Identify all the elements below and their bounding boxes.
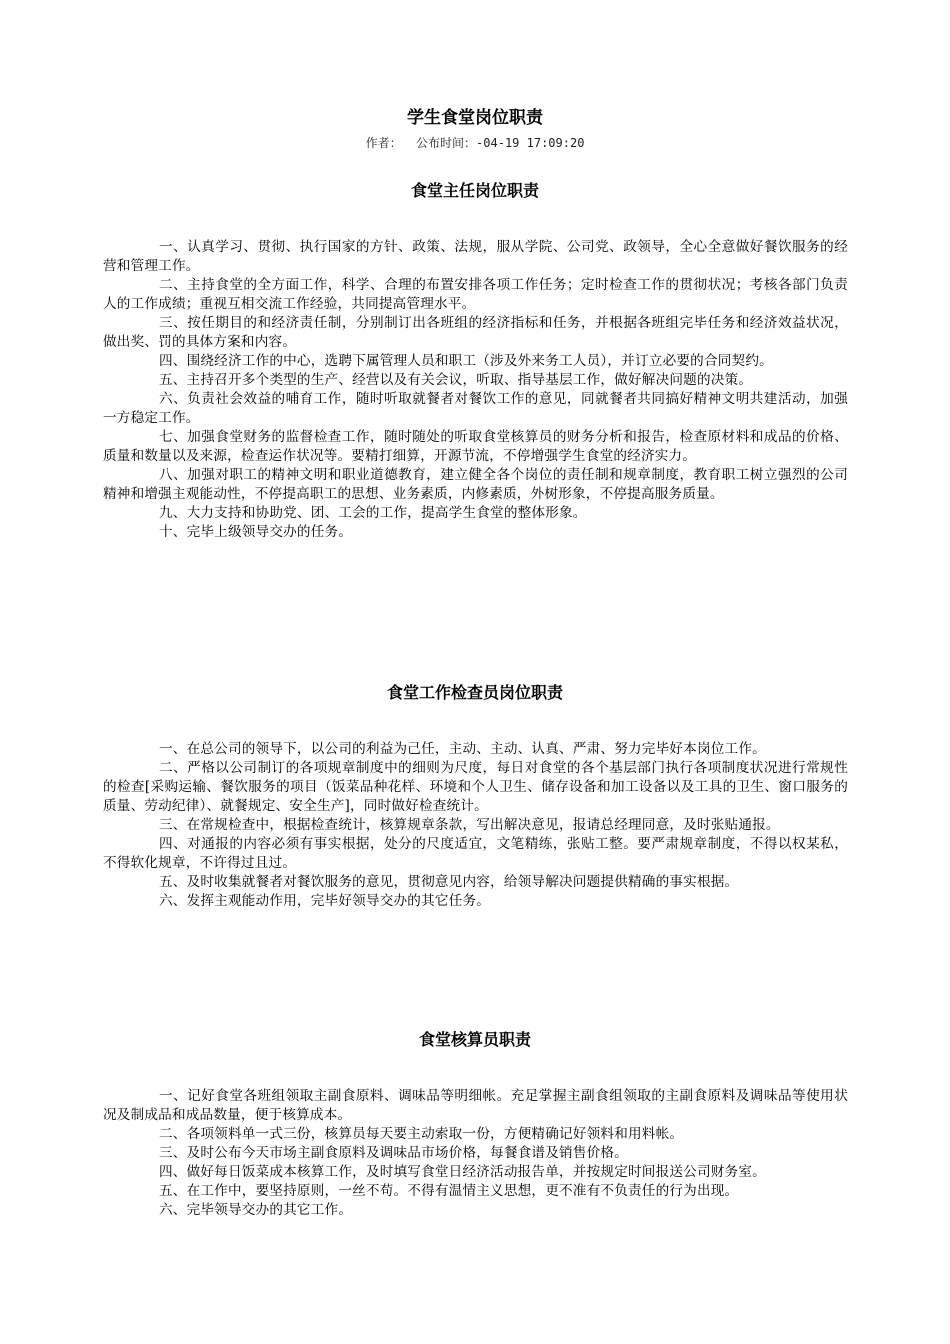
paragraph: 三、及时公布今天市场主副食原料及调味品市场价格，每餐食谱及销售价格。 xyxy=(159,1145,628,1161)
paragraph: 五、及时收集就餐者对餐饮服务的意见，贯彻意见内容，给领导解决问题提供精确的事实根据。 xyxy=(159,874,739,890)
paragraph: 二、各项领料单一式三份，核算员每天要主动索取一份，方便精确记好领料和用料帐。 xyxy=(159,1126,684,1142)
paragraph: 九、大力支持和协助党、团、工会的工作，提高学生食堂的整体形象。 xyxy=(159,505,587,521)
paragraph: 五、主持召开多个类型的生产、经营以及有关会议，听取、指导基层工作，做好解决问题的决策。 xyxy=(159,372,753,388)
paragraph: 二、严格以公司制订的各项规章制度中的细则为尺度，每日对食堂的各个基层部门执行各项制度状况进行常规性的检查[采购运输、餐饮服务的项目（饭菜品种花样、环境和个人卫生、储存设备和加工设备以及工具的卫生、窗口服务的质量、劳动纪律）、就餐规定、安全生产]，同时做好检查统计。 xyxy=(103,760,848,814)
paragraph: 一、记好食堂各班组领取主副食原料、调味品等明细帐。充足掌握主副食组领取的主副食原料及调味品等使用状况及制成品和成品数量，便于核算成本。 xyxy=(103,1088,848,1123)
paragraph: 三、按任期目的和经济责任制，分别制订出各班组的经济指标和任务，并根据各班组完毕任务和经济效益状况，做出奖、罚的具体方案和内容。 xyxy=(103,315,848,350)
document-meta xyxy=(0,134,950,151)
paragraph: 一、在总公司的领导下，以公司的利益为己任，主动、主动、认真、严肃、努力完毕好本岗位工作。 xyxy=(159,741,766,757)
section-body-director xyxy=(103,238,848,542)
paragraph: 四、对通报的内容必须有事实根据，处分的尺度适宜，文笔精练，张贴工整。要严肃规章制度，不得以权某私，不得软化规章，不许得过且过。 xyxy=(103,836,848,871)
paragraph: 六、发挥主观能动作用，完毕好领导交办的其它任务。 xyxy=(159,893,491,909)
paragraph: 四、做好每日饭菜成本核算工作，及时填写食堂日经济活动报告单，并按规定时间报送公司财务室。 xyxy=(159,1164,766,1180)
author-label: 作者： xyxy=(365,136,402,150)
paragraph: 十、完毕上级领导交办的任务。 xyxy=(159,524,353,540)
section-title-director: 食堂主任岗位职责 xyxy=(410,181,539,200)
paragraph: 六、完毕领导交办的其它工作。 xyxy=(159,1202,353,1218)
publish-time: 公布时间：-04-19 17:09:20 xyxy=(416,136,585,150)
paragraph: 一、认真学习、贯彻、执行国家的方针、政策、法规，服从学院、公司党、政领导，全心全意做好餐饮服务的经营和管理工作。 xyxy=(103,239,848,274)
paragraph: 六、负责社会效益的哺育工作，随时听取就餐者对餐饮工作的意见，同就餐者共同搞好精神文明共建活动，加强一方稳定工作。 xyxy=(103,391,848,426)
document-title: 学生食堂岗位职责 xyxy=(407,108,543,128)
section-body-inspector xyxy=(103,740,848,911)
paragraph: 四、围绕经济工作的中心，选聘下属管理人员和职工（涉及外来务工人员），并订立必要的合同契约。 xyxy=(159,353,773,369)
paragraph: 八、加强对职工的精神文明和职业道德教育，建立健全各个岗位的责任制和规章制度，教育职工树立强烈的公司精神和增强主观能动性，不停提高职工的思想、业务素质，内修素质，外树形象，不停提高服务质量。 xyxy=(103,467,848,502)
section-title-accountant: 食堂核算员职责 xyxy=(418,1030,531,1049)
section-title-inspector: 食堂工作检查员岗位职责 xyxy=(386,683,563,702)
paragraph: 七、加强食堂财务的监督检查工作，随时随处的听取食堂核算员的财务分析和报告，检查原材料和成品的价格、质量和数量以及来源，检查运作状况等。要精打细算，开源节流，不停增强学生食堂的经济实力。 xyxy=(103,429,848,464)
section-body-accountant xyxy=(103,1087,848,1220)
paragraph: 二、主持食堂的全方面工作，科学、合理的布置安排各项工作任务；定时检查工作的贯彻状况；考核各部门负责人的工作成绩；重视互相交流工作经验，共同提高管理水平。 xyxy=(103,277,848,312)
paragraph: 五、在工作中，要坚持原则，一丝不苟。不得有温情主义思想，更不准有不负责任的行为出现。 xyxy=(159,1183,739,1199)
paragraph: 三、在常规检查中，根据检查统计，核算规章条款，写出解决意见，报请总经理同意，及时张贴通报。 xyxy=(159,817,780,833)
